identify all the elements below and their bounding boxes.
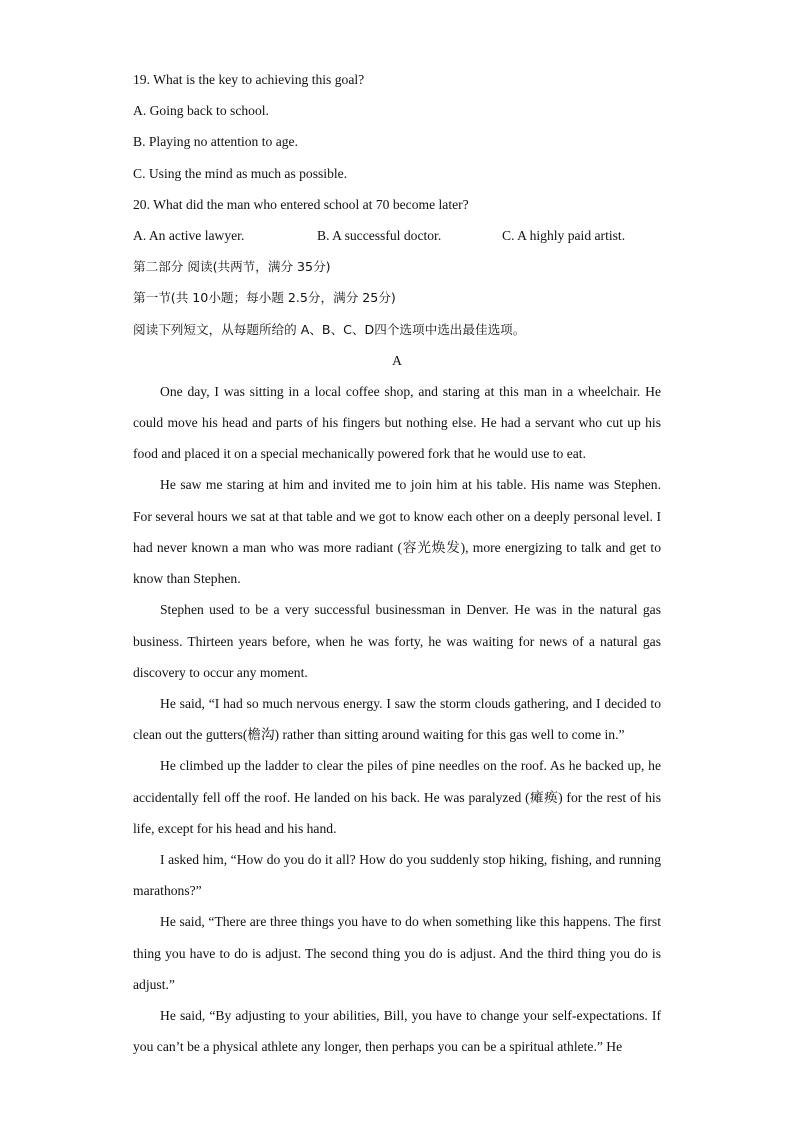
document-content (133, 64, 661, 1062)
passage-paragraph: He said, “There are three things you have to do when something like this happens. The first thing you have to do is adjust. The second thing you do is adjust. And the third thing you do is adjust.” (133, 914, 661, 992)
passage-paragraph: One day, I was sitting in a local coffee shop, and staring at this man in a wheelchair. He could move his head and parts of his fingers but nothing else. He had a servant who cut up his food and placed it on a special mechanically powered fork that he would use to eat. (133, 383, 661, 462)
section-sub-title: 第一节(共 10小题；每小题 2.5分，满分 25分) (133, 290, 396, 306)
passage-paragraph: He said, “By adjusting to your abilities, Bill, you have to change your self-expectations. If you can’t be a physical athlete any longer, then perhaps you can be a spiritual athlete.” He (133, 1007, 661, 1055)
passage-paragraph: He saw me staring at him and invited me to join him at his table. His name was Stephen. For several hours we sat at that table and we got to know each other on a deeply personal level. I had never known a man who was more radiant (容光焕发), more energizing to talk and get to know than Stephen. (133, 477, 661, 587)
question-20-stem: 20. What did the man who entered school at 70 become later? (133, 196, 469, 212)
question-20-option-b: B. A successful doctor. (317, 227, 442, 243)
passage-paragraph: He said, “I had so much nervous energy. I saw the storm clouds gathering, and I decided to clean out the gutters(檐沟) rather than sitting around waiting for this gas well to come in.” (133, 695, 661, 743)
question-19-option-b: B. Playing no attention to age. (133, 134, 298, 150)
question-19-option-a: A. Going back to school. (133, 103, 269, 119)
passage-paragraph: He climbed up the ladder to clear the piles of pine needles on the roof. As he backed up, he accidentally fell off the roof. He landed on his back. He was paralyzed (瘫痪) for the rest of his life, except for his head and his hand. (133, 758, 661, 836)
question-19-stem: 19. What is the key to achieving this goal? (133, 72, 365, 87)
passage-paragraph: Stephen used to be a very successful businessman in Denver. He was in the natural gas business. Thirteen years before, when he was forty, he was waiting for news of a natural gas discovery to occur any moment. (133, 602, 661, 680)
section-instruction: 阅读下列短文，从每题所给的 A、B、C、D四个选项中选出最佳选项。 (133, 321, 526, 337)
question-19-option-c: C. Using the mind as much as possible. (133, 165, 348, 181)
question-20-options (133, 220, 661, 251)
passage-label: A (392, 352, 402, 368)
section-part-title: 第二部分 阅读(共两节，满分 35分) (133, 259, 331, 275)
question-20-option-c: C. A highly paid artist. (502, 227, 626, 243)
question-20-option-a: A. An active lawyer. (133, 227, 245, 243)
passage-paragraph: I asked him, “How do you do it all? How do you suddenly stop hiking, fishing, and running marathons?” (133, 851, 661, 899)
